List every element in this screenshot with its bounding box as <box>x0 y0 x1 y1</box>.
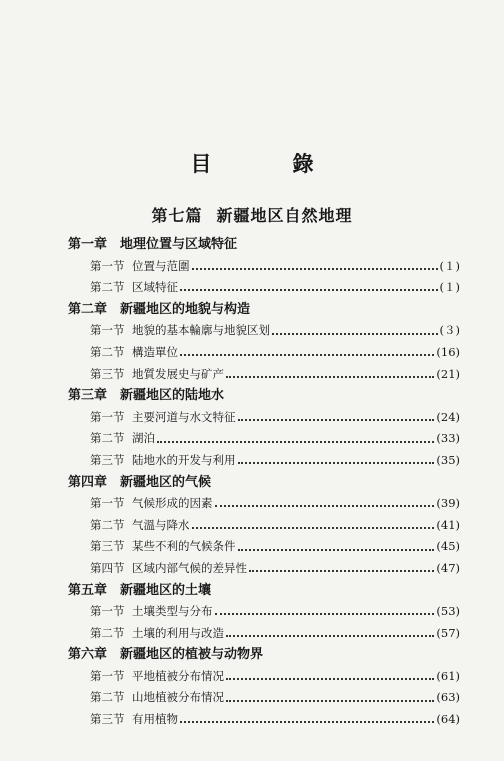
dot-leader <box>238 548 435 551</box>
toc-chapter <box>68 234 460 256</box>
section-page-number: (１) <box>439 280 460 295</box>
section-number: 第二节 <box>90 344 125 359</box>
section-title: 位置与范圍 <box>132 258 190 273</box>
dot-leader <box>180 288 438 291</box>
toc-chapter <box>68 299 460 321</box>
section-number: 第一节 <box>90 604 125 619</box>
toc-chapter <box>68 385 460 407</box>
part-number: 第七篇 <box>151 206 203 225</box>
section-number: 第一节 <box>90 496 125 511</box>
toc-chapter <box>68 472 460 494</box>
section-title: 地質发展史与矿产 <box>132 366 224 381</box>
dot-leader <box>180 720 434 723</box>
toc-section <box>68 687 460 709</box>
toc-section <box>68 428 460 450</box>
toc-section <box>68 320 460 342</box>
section-number: 第三节 <box>90 539 125 554</box>
toc-chapter <box>68 580 460 602</box>
section-page-number: (61) <box>436 668 460 683</box>
chapter-number: 第三章 <box>68 388 108 404</box>
section-number: 第二节 <box>90 280 125 295</box>
section-page-number: (35) <box>436 452 460 467</box>
section-number: 第二节 <box>90 625 125 640</box>
section-page-number: (45) <box>436 539 460 554</box>
dot-leader <box>157 440 434 443</box>
section-page-number: (21) <box>436 366 460 381</box>
dot-leader <box>226 375 434 378</box>
toc-section <box>68 277 460 299</box>
section-title: 平地植被分布情况 <box>132 668 224 683</box>
part-heading <box>0 203 504 226</box>
dot-leader <box>272 332 438 335</box>
section-number: 第二节 <box>90 690 125 705</box>
section-title: 陆地水的开发与利用 <box>132 452 236 467</box>
section-number: 第二节 <box>90 517 125 532</box>
section-page-number: (41) <box>436 517 460 532</box>
chapter-number: 第五章 <box>68 582 108 598</box>
dot-leader <box>215 504 435 507</box>
section-page-number: (63) <box>436 690 460 705</box>
chapter-title: 新疆地区的地貌与构造 <box>120 301 251 317</box>
section-title: 土壤的利用与改造 <box>132 625 224 640</box>
chapter-number: 第二章 <box>68 301 108 317</box>
section-page-number: (１) <box>439 258 460 273</box>
section-page-number: (16) <box>436 344 460 359</box>
section-number: 第一节 <box>90 668 125 683</box>
toc-section <box>68 601 460 623</box>
chapter-title: 新疆地区的植被与动物界 <box>120 647 264 663</box>
section-title: 区域特征 <box>132 280 178 295</box>
dot-leader <box>238 418 435 421</box>
section-number: 第一节 <box>90 323 125 338</box>
section-number: 第一节 <box>90 409 125 424</box>
toc-section <box>68 256 460 278</box>
toc-section <box>68 515 460 537</box>
chapter-title: 新疆地区的土壤 <box>120 582 212 598</box>
dot-leader <box>215 612 435 615</box>
section-page-number: (３) <box>439 323 460 338</box>
toc-section <box>68 666 460 688</box>
section-page-number: (39) <box>436 496 460 511</box>
dot-leader <box>238 461 435 464</box>
section-title: 气溫与降水 <box>132 517 190 532</box>
section-title: 山地植被分布情况 <box>132 690 224 705</box>
toc-section <box>68 450 460 472</box>
dot-leader <box>226 699 434 702</box>
section-page-number: (64) <box>436 712 460 727</box>
section-page-number: (53) <box>436 604 460 619</box>
section-page-number: (57) <box>436 625 460 640</box>
toc-chapter <box>68 644 460 666</box>
section-title: 有用植物 <box>132 712 178 727</box>
section-page-number: (47) <box>436 560 460 575</box>
chapter-number: 第六章 <box>68 647 108 663</box>
section-title: 土壤类型与分布 <box>132 604 213 619</box>
chapter-title: 地理位置与区域特征 <box>120 237 238 252</box>
section-page-number: (24) <box>436 409 460 424</box>
section-title: 区域内部气候的差异性 <box>132 560 247 575</box>
toc-section <box>68 536 460 558</box>
chapter-number: 第四章 <box>68 474 108 490</box>
dot-leader <box>249 569 434 572</box>
section-page-number: (33) <box>436 431 460 446</box>
section-number: 第三节 <box>90 366 125 381</box>
toc-section <box>68 558 460 580</box>
dot-leader <box>226 677 434 680</box>
dot-leader <box>192 267 438 270</box>
section-number: 第二节 <box>90 431 125 446</box>
toc-section <box>68 623 460 645</box>
section-title: 構造單位 <box>132 344 178 359</box>
chapter-title: 新疆地区的气候 <box>120 474 212 490</box>
table-of-contents <box>68 234 460 731</box>
section-title: 湖泊 <box>132 431 155 446</box>
section-title: 某些不利的气候条件 <box>132 539 236 554</box>
toc-section <box>68 342 460 364</box>
dot-leader <box>180 353 434 356</box>
toc-section <box>68 407 460 429</box>
part-name: 新疆地区自然地理 <box>216 206 353 225</box>
toc-section <box>68 493 460 515</box>
section-title: 地貌的基本輪廓与地貌区划 <box>132 323 270 338</box>
section-number: 第三节 <box>90 712 125 727</box>
chapter-number: 第一章 <box>68 237 108 252</box>
section-number: 第一节 <box>90 258 125 273</box>
section-title: 主要河道与水文特征 <box>132 409 236 424</box>
dot-leader <box>192 526 435 529</box>
section-number: 第三节 <box>90 452 125 467</box>
chapter-title: 新疆地区的陆地水 <box>120 388 225 404</box>
toc-section <box>68 709 460 731</box>
dot-leader <box>226 634 434 637</box>
section-number: 第四节 <box>90 560 125 575</box>
toc-section <box>68 364 460 386</box>
page-title: 目 錄 <box>190 151 344 176</box>
section-title: 气候形成的因素 <box>132 496 213 511</box>
